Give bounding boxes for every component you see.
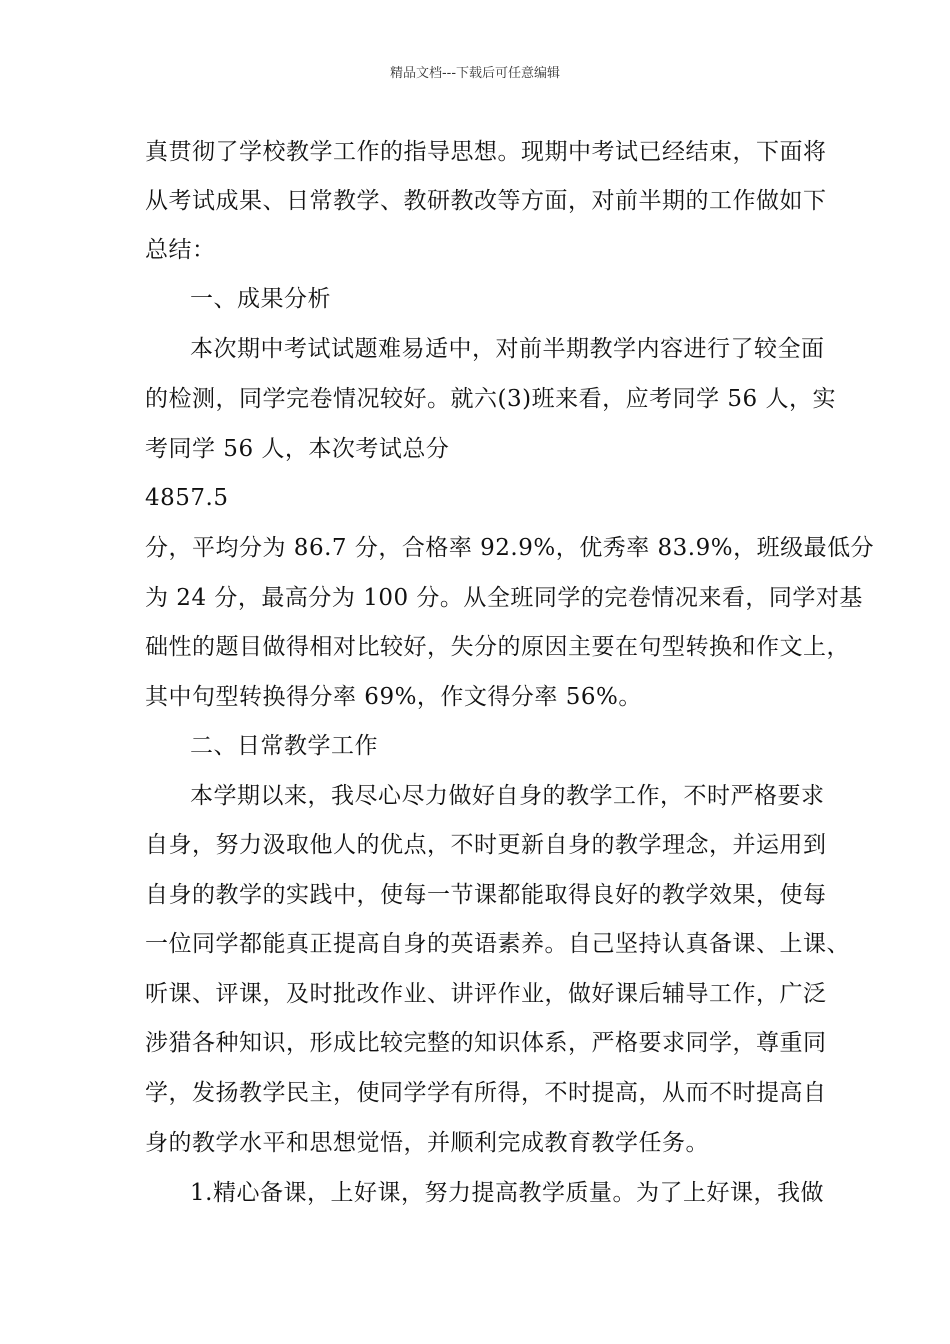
text-line: 础性的题目做得相对比较好，失分的原因主要在句型转换和作文上， bbox=[145, 634, 850, 660]
text-line: 身的教学水平和思想觉悟，并顺利完成教育教学任务。 bbox=[145, 1130, 709, 1156]
text-line: 考同学 56 人，本次考试总分 bbox=[145, 436, 450, 462]
page-header: 精品文档---下载后可任意编辑 bbox=[389, 66, 561, 81]
text-line: 的检测，同学完卷情况较好。就六(3)班来看，应考同学 56 人，实 bbox=[145, 386, 836, 412]
text-line: 总结： bbox=[145, 237, 216, 263]
text-line: 自身的教学的实践中，使每一节课都能取得良好的教学效果，使每 bbox=[145, 882, 827, 908]
text-line: 4857.5 bbox=[145, 485, 229, 511]
text-line: 自身，努力汲取他人的优点，不时更新自身的教学理念，并运用到 bbox=[145, 832, 827, 858]
text-line: 1.精心备课，上好课，努力提高教学质量。为了上好课，我做 bbox=[190, 1180, 824, 1206]
text-line: 听课、评课，及时批改作业、讲评作业，做好课后辅导工作，广泛 bbox=[145, 981, 827, 1007]
text-line: 为 24 分，最高分为 100 分。从全班同学的完卷情况来看，同学对基 bbox=[145, 585, 863, 611]
text-line: 分，平均分为 86.7 分，合格率 92.9%，优秀率 83.9%，班级最低分 bbox=[145, 535, 875, 561]
text-line: 其中句型转换得分率 69%，作文得分率 56%。 bbox=[145, 684, 642, 710]
text-line: 学，发扬教学民主，使同学学有所得，不时提高，从而不时提高自 bbox=[145, 1080, 827, 1106]
text-line: 一位同学都能真正提高自身的英语素养。自己坚持认真备课、上课、 bbox=[145, 931, 850, 957]
text-line: 涉猎各种知识，形成比较完整的知识体系，严格要求同学，尊重同 bbox=[145, 1030, 827, 1056]
section-heading: 二、日常教学工作 bbox=[190, 733, 378, 759]
text-line: 本次期中考试试题难易适中，对前半期教学内容进行了较全面 bbox=[190, 336, 825, 362]
text-line: 真贯彻了学校教学工作的指导思想。现期中考试已经结束，下面将 bbox=[145, 139, 827, 165]
text-line: 本学期以来，我尽心尽力做好自身的教学工作，不时严格要求 bbox=[190, 783, 825, 809]
section-heading: 一、成果分析 bbox=[190, 286, 331, 312]
text-line: 从考试成果、日常教学、教研教改等方面，对前半期的工作做如下 bbox=[145, 188, 827, 214]
